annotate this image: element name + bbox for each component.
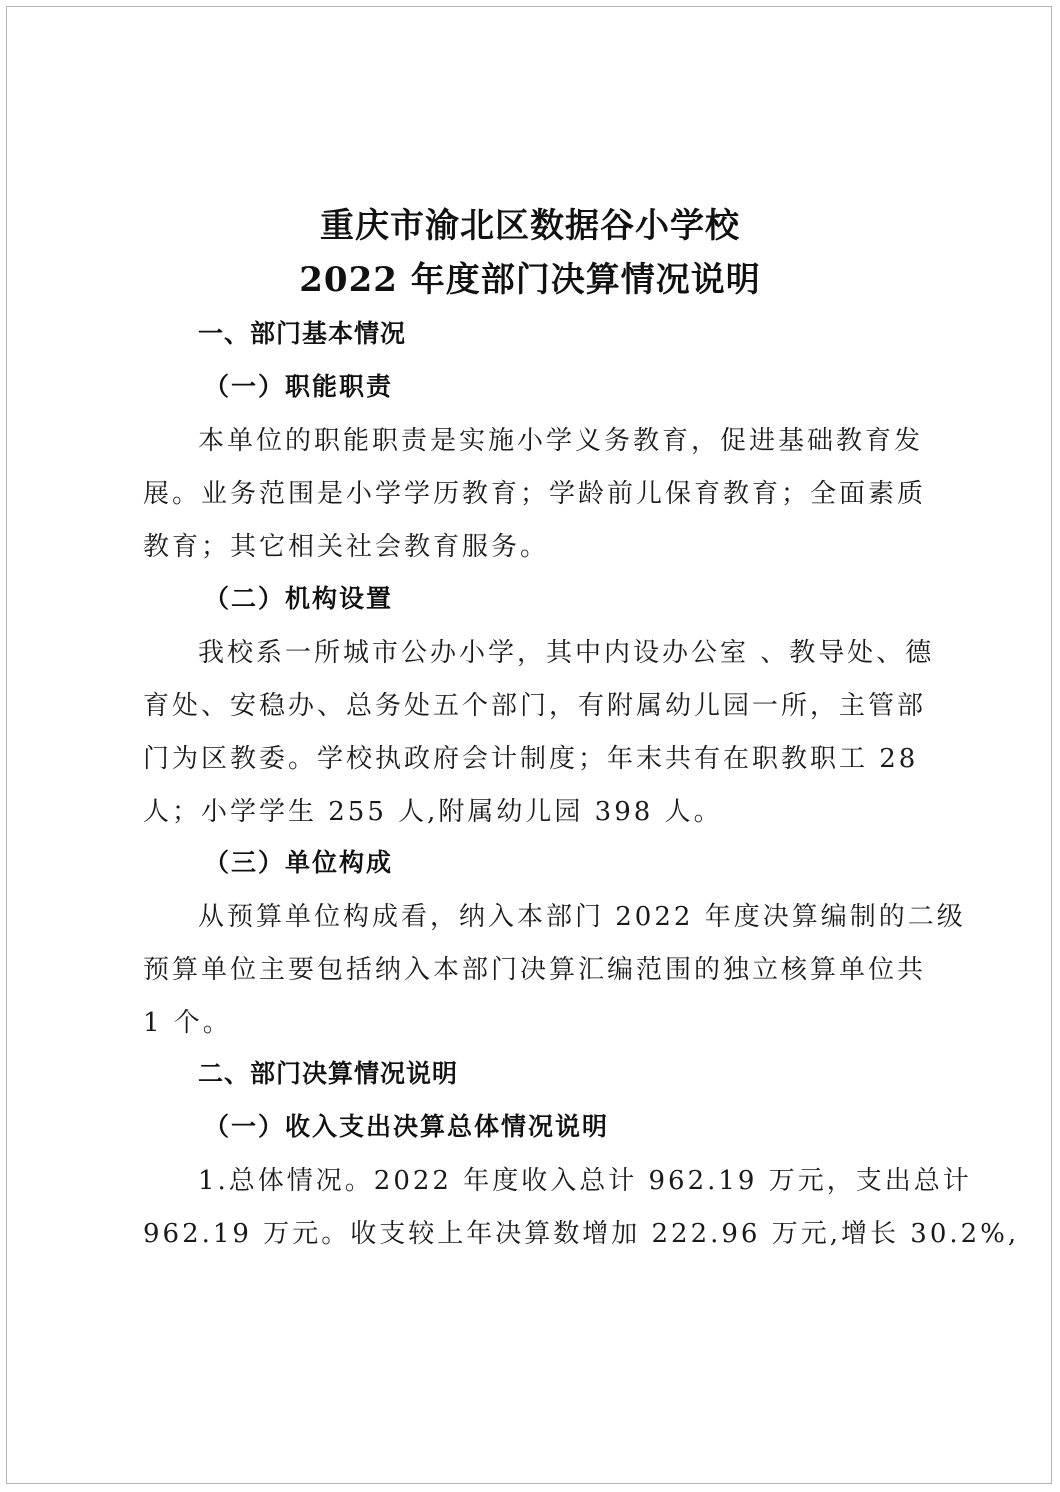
document-title-line1: 重庆市渝北区数据谷小学校 [320, 206, 740, 246]
paragraph-line: 本单位的职能职责是实施小学义务教育，促进基础教育发 [198, 426, 924, 456]
paragraph-line: 预算单位主要包括纳入本部门决算汇编范围的独立核算单位共 [143, 955, 927, 985]
paragraph-line: 我校系一所城市公办小学，其中内设办公室 、教导处、德 [198, 638, 935, 668]
section2-sub1-heading: （一）收入支出决算总体情况说明 [204, 1112, 610, 1141]
paragraph-line: 从预算单位构成看，纳入本部门 2022 年度决算编制的二级 [198, 902, 966, 932]
paragraph-line: 展。业务范围是小学学历教育；学龄前儿保育教育；全面素质 [143, 479, 927, 509]
paragraph-line: 门为区教委。学校执政府会计制度；年末共有在职教职工 28 [143, 744, 919, 774]
section1-sub3-heading: （三）单位构成 [204, 848, 394, 877]
section1-sub2-heading: （二）机构设置 [204, 584, 394, 613]
section1-sub1-heading: （一）职能职责 [204, 372, 394, 401]
paragraph-line: 人；小学学生 255 人,附属幼儿园 398 人。 [143, 797, 723, 827]
paragraph-line: 962.19 万元。收支较上年决算数增加 222.96 万元,增长 30.2%, [143, 1219, 1020, 1249]
paragraph-line: 1.总体情况。2022 年度收入总计 962.19 万元，支出总计 [198, 1166, 972, 1196]
section1-heading: 一、部门基本情况 [198, 319, 407, 348]
document-title-line2: 2022 年度部门决算情况说明 [299, 260, 761, 300]
section2-heading: 二、部门决算情况说明 [198, 1059, 459, 1088]
paragraph-line: 1 个。 [143, 1008, 232, 1038]
paragraph-line: 教育；其它相关社会教育服务。 [143, 532, 550, 562]
paragraph-line: 育处、安稳办、总务处五个部门，有附属幼儿园一所，主管部 [143, 691, 927, 721]
